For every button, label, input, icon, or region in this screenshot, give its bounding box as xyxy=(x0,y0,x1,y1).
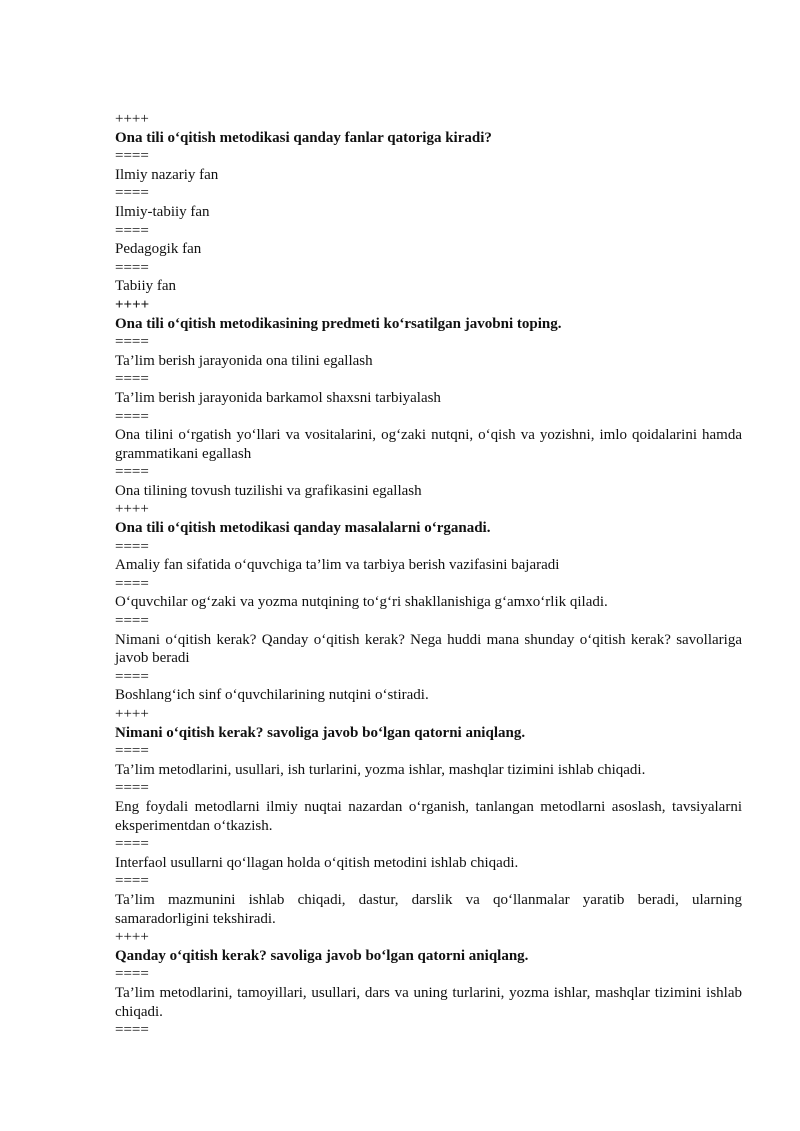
answer-separator: ==== xyxy=(115,836,149,853)
answer-option: Ta’lim metodlarini, tamoyillari, usullari, dars va uning turlarini, yozma ishlar, mashqlar tizimini ishlab chiqadi. xyxy=(115,984,742,1020)
question-marker: ++++ xyxy=(115,111,149,127)
question-marker: ++++ xyxy=(115,501,149,518)
answer-option: Ta’lim mazmunini ishlab chiqadi, dastur, darslik va qo‘llanmalar yaratib beradi, ularning samaradorligini tekshiradi. xyxy=(115,891,742,927)
answer-option: O‘quvchilar og‘zaki va yozma nutqining to‘g‘ri shakllanishiga g‘amxo‘rlik qiladi. xyxy=(115,594,608,611)
answer-separator: ==== xyxy=(115,334,149,351)
answer-separator: ==== xyxy=(115,371,149,388)
answer-option: Amaliy fan sifatida o‘quvchiga ta’lim va tarbiya berish vazifasini bajaradi xyxy=(115,557,560,574)
answer-separator: ==== xyxy=(115,464,149,481)
answer-separator: ==== xyxy=(115,743,149,760)
answer-option: Ta’lim berish jarayonida ona tilini egallash xyxy=(115,352,373,369)
answer-option: Ona tilining tovush tuzilishi va grafikasini egallash xyxy=(115,482,422,499)
answer-separator: ==== xyxy=(115,222,149,239)
answer-separator: ==== xyxy=(115,873,149,890)
document-page xyxy=(115,110,742,1040)
answer-separator: ==== xyxy=(115,613,149,630)
answer-option: Boshlang‘ich sinf o‘quvchilarining nutqini o‘stiradi. xyxy=(115,687,429,704)
answer-option: Ilmiy-tabiiy fan xyxy=(115,203,210,220)
answer-option: Pedagogik fan xyxy=(115,241,202,258)
answer-option: Ta’lim metodlarini, usullari, ish turlarini, yozma ishlar, mashqlar tizimini ishlab chiqadi. xyxy=(115,761,646,778)
question-text: Ona tili o‘qitish metodikasi qanday fanlar qatoriga kiradi? xyxy=(115,129,492,146)
answer-separator: ==== xyxy=(115,668,149,685)
question-marker: ++++ xyxy=(115,706,149,722)
answer-separator: ==== xyxy=(115,259,149,276)
answer-separator: ==== xyxy=(115,1022,149,1039)
answer-option: Nimani o‘qitish kerak? Qanday o‘qitish kerak? Nega huddi mana shunday o‘qitish kerak? savollariga javob beradi xyxy=(115,631,742,667)
question-text: Qanday o‘qitish kerak? savoliga javob bo‘lgan qatorni aniqlang. xyxy=(115,947,529,964)
question-text: Ona tili o‘qitish metodikasi qanday masalalarni o‘rganadi. xyxy=(115,520,491,537)
answer-option: Eng foydali metodlarni ilmiy nuqtai nazardan o‘rganish, tanlangan metodlarni asoslash, tavsiyalarni eksperimentdan o‘tkazish. xyxy=(115,798,742,834)
answer-separator: ==== xyxy=(115,148,149,165)
answer-separator: ==== xyxy=(115,966,149,983)
question-marker: ++++ xyxy=(115,929,149,946)
answer-option: Tabiiy fan xyxy=(115,278,177,295)
answer-option: Ilmiy nazariy fan xyxy=(115,166,219,183)
answer-separator: ==== xyxy=(115,185,149,202)
question-text: Ona tili o‘qitish metodikasining predmeti ko‘rsatilgan javobni toping. xyxy=(115,315,562,332)
answer-separator: ==== xyxy=(115,780,149,797)
answer-option: Ta’lim berish jarayonida barkamol shaxsni tarbiyalash xyxy=(115,389,441,406)
answer-option: Ona tilini o‘rgatish yo‘llari va vositalarini, og‘zaki nutqni, o‘qish va yozishni, imlo qoidalarini hamda grammatikani egallash xyxy=(115,427,742,462)
question-marker: ++++ xyxy=(115,296,150,313)
answer-option: Interfaol usullarni qo‘llagan holda o‘qitish metodini ishlab chiqadi. xyxy=(115,854,519,871)
answer-separator: ==== xyxy=(115,408,149,425)
question-text: Nimani o‘qitish kerak? savoliga javob bo‘lgan qatorni aniqlang. xyxy=(115,724,526,741)
answer-separator: ==== xyxy=(115,538,149,555)
answer-separator: ==== xyxy=(115,575,149,592)
